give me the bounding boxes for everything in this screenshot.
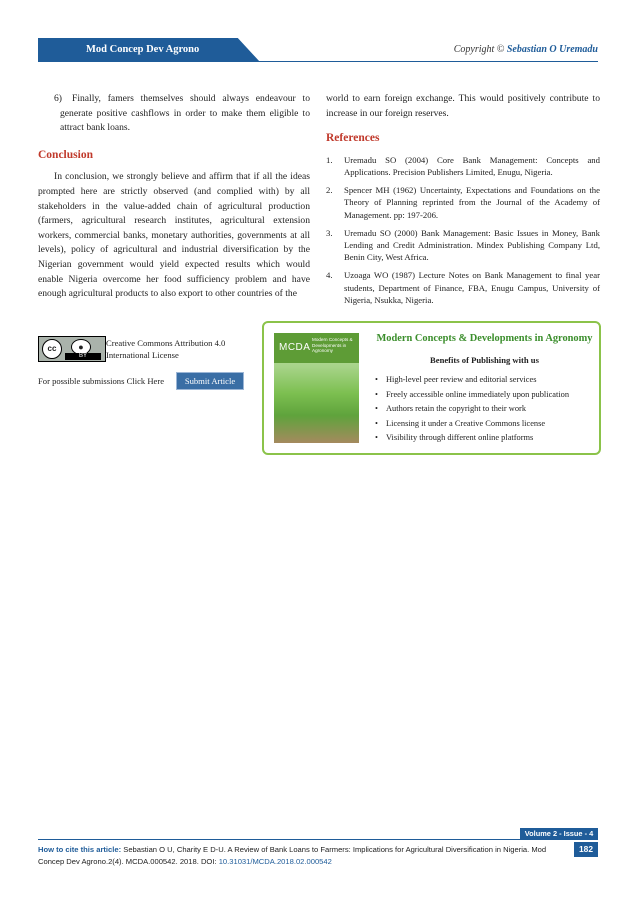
citation-text: Sebastian O U, Charity E D-U. A Review of Bank Loans to Farmers: Implications for Agricultural Diversification in Nigeria. Mod Concep Dev Agrono.2(4). MCDA.000542. 2018. DOI: (38, 845, 547, 866)
left-column (38, 92, 310, 302)
reference-number: 3. (326, 227, 333, 238)
reference-number: 2. (326, 185, 333, 196)
copyright-prefix: Copyright © (453, 44, 505, 55)
reference-item (326, 184, 600, 221)
benefit-item: • Visibility through different online platforms (372, 431, 597, 446)
benefit-item: • Freely accessible online immediately upon publication (372, 388, 597, 403)
page-number: 182 (574, 842, 598, 857)
cover-title: MCDA (279, 342, 311, 353)
conclusion-paragraph: In conclusion, we strongly believe and affirm that if all the ideas prompted here are strictly observed (and complied with) by all stakeholders in the value-added chain of agricultural production (farmers, agricultural research institutes, agricultural extension workers, commercial banks, monetary authorities, governments at all levels), policy of agricultural and industrial diversification by the Nigerian government would yield expected results which would enable Nigeria overcome her food sufficiency problem and have enough agricultural products to also export to other countries of the (38, 171, 310, 300)
promo-subtitle: Benefits of Publishing with us (430, 355, 539, 365)
point-number: 6) (54, 93, 62, 104)
submission-prompt: For possible submissions Click Here (38, 376, 165, 386)
reference-text: Uzoaga WO (1987) Lecture Notes on Bank Management to final year students, Department of Finance, FBA, Enugu Campus, University of Nigeria, Nsukka, Nigeria. (344, 270, 600, 305)
reference-item (326, 227, 600, 264)
cc-license-badge[interactable] (38, 336, 106, 362)
footer-rule (38, 839, 598, 840)
journal-promo-box (262, 321, 601, 455)
point-text: Finally, famers themselves should always endeavour to generate positive cashflows in order to make them eligible to attract bank loans. (60, 93, 310, 134)
benefit-item: • Authors retain the copyright to their work (372, 402, 597, 417)
attribution-person-icon: ● (71, 339, 91, 355)
reference-item (326, 269, 600, 306)
copyright-line (454, 44, 598, 55)
volume-issue-badge: Volume 2 - Issue - 4 (520, 828, 598, 839)
citation (38, 844, 562, 867)
promo-title: Modern Concepts & Developments in Agronomy (376, 333, 593, 344)
submit-article-button[interactable]: Submit Article (176, 372, 244, 390)
cc-icon: cc (42, 339, 62, 359)
reference-text: Uremadu SO (2004) Core Bank Management: Concepts and Applications. Precision Publishers Limited, Enugu, Nigeria. (344, 154, 600, 177)
header-rule (250, 61, 598, 62)
cc-by-label: BY (65, 353, 101, 360)
copyright-author: Sebastian O Uremadu (506, 44, 598, 55)
citation-label: How to cite this article: (38, 845, 122, 854)
right-column (326, 92, 600, 312)
cover-subtitle: Modern Concepts & Developments in Agronomy (312, 337, 353, 354)
continuation-paragraph: world to earn foreign exchange. This would positively contribute to increase in our foreign reserves. (326, 93, 600, 119)
journal-cover-image[interactable] (274, 333, 359, 443)
benefits-list (372, 373, 597, 446)
references-heading: References (326, 132, 380, 145)
references-list (326, 154, 600, 306)
benefit-item: • Licensing it under a Creative Commons license (372, 417, 597, 432)
reference-text: Uremadu SO (2000) Bank Management: Basic Issues in Money, Bank Lending and Credit Administration. Mindex Publishing Company Ltd, Benin City, West Africa. (344, 227, 600, 263)
conclusion-heading: Conclusion (38, 148, 93, 161)
reference-number: 1. (326, 154, 333, 165)
reference-number: 4. (326, 270, 333, 281)
benefit-item: • High-level peer review and editorial services (372, 373, 597, 388)
license-text: Creative Commons Attribution 4.0 International License (106, 338, 226, 360)
reference-text: Spencer MH (1962) Uncertainty, Expectations and Foundations on the Theory of Planning reprinted from the Journal of the Academy of Management. pp: 197-206. (344, 185, 600, 220)
doi-link[interactable]: 10.31031/MCDA.2018.02.000542 (218, 856, 332, 866)
reference-item (326, 154, 600, 178)
journal-name: Mod Concep Dev Agrono (86, 44, 200, 55)
list-point (38, 92, 310, 136)
